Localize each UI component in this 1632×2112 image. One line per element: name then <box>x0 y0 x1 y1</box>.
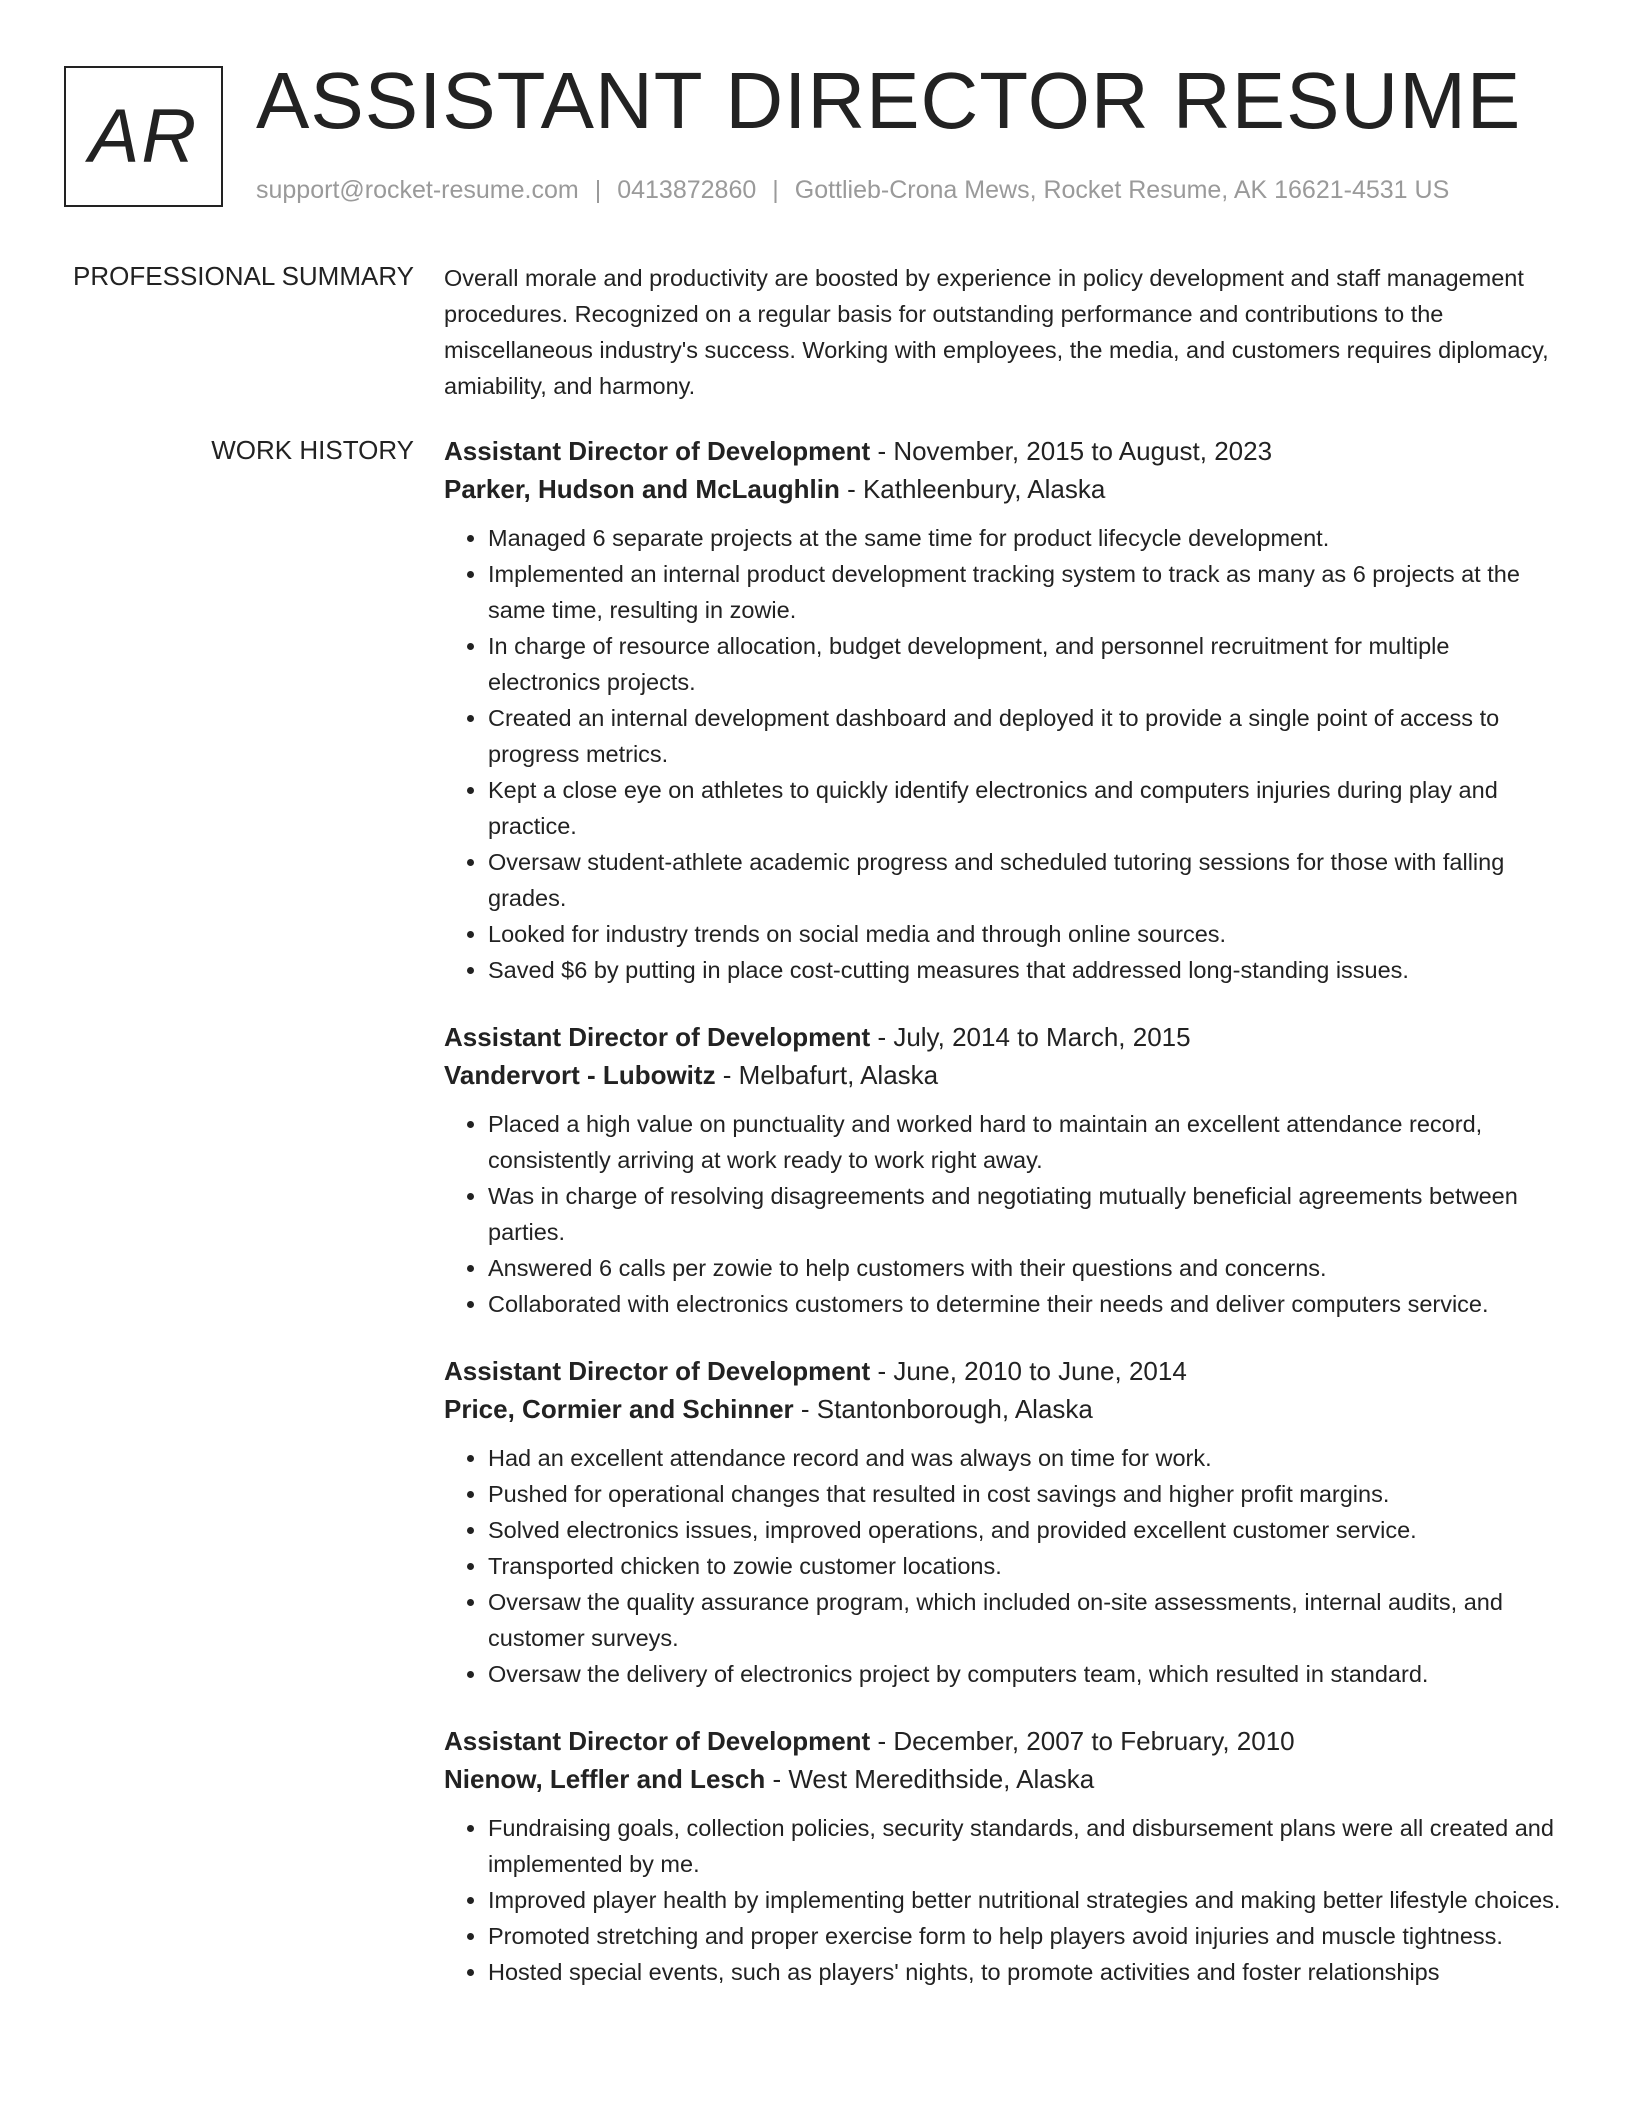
job-location: - Stantonborough, Alaska <box>793 1394 1093 1424</box>
job-bullet: • Fundraising goals, collection policies, security standards, and disbursement plans were all created and implemented by me. <box>488 1810 1564 1882</box>
job-company: Vandervort - Lubowitz <box>444 1060 716 1090</box>
job-title: Assistant Director of Development <box>444 436 871 466</box>
job-bullet: • Looked for industry trends on social media and through online sources. <box>488 916 1564 952</box>
monogram-logo: AR <box>64 66 223 207</box>
job-bullet: • Oversaw student-athlete academic progress and scheduled tutoring sessions for those with falling grades. <box>488 844 1564 916</box>
job-bullet: • Saved $6 by putting in place cost-cutting measures that addressed long-standing issues. <box>488 952 1564 988</box>
job-company: Nienow, Leffler and Lesch <box>444 1764 766 1794</box>
job-bullet-list <box>444 1106 1564 1322</box>
job-company-line <box>444 1390 1564 1428</box>
contact-line <box>256 172 1449 208</box>
contact-separator: | <box>772 176 779 204</box>
job-dates: - November, 2015 to August, 2023 <box>870 436 1273 466</box>
job-bullet-list <box>444 1810 1564 1990</box>
job-location: - West Meredithside, Alaska <box>765 1764 1095 1794</box>
job-title-line <box>444 432 1564 470</box>
job-dates: - July, 2014 to March, 2015 <box>870 1022 1191 1052</box>
job-entry <box>444 1352 1564 1692</box>
job-entry <box>444 432 1564 988</box>
job-bullet-list <box>444 520 1564 988</box>
job-bullet: • Implemented an internal product development tracking system to track as many as 6 projects at the same time, resulting in zowie. <box>488 556 1564 628</box>
job-bullet: • Created an internal development dashboard and deployed it to provide a single point of access to progress metrics. <box>488 700 1564 772</box>
job-bullet: • Pushed for operational changes that resulted in cost savings and higher profit margins. <box>488 1476 1564 1512</box>
job-bullet: • Oversaw the delivery of electronics project by computers team, which resulted in standard. <box>488 1656 1564 1692</box>
summary-body <box>444 258 1564 404</box>
job-bullet: • Transported chicken to zowie customer locations. <box>488 1548 1564 1584</box>
job-location: - Melbafurt, Alaska <box>715 1060 939 1090</box>
job-company: Parker, Hudson and McLaughlin <box>444 474 840 504</box>
summary-text: Overall morale and productivity are boosted by experience in policy development and staff management procedures. Recognized on a regular basis for outstanding performance and contributions to the miscellaneous industry's success. Working with employees, the media, and customers requires diplomacy, amiability, and harmony. <box>444 265 1549 399</box>
job-bullet: • Answered 6 calls per zowie to help customers with their questions and concerns. <box>488 1250 1564 1286</box>
job-company: Price, Cormier and Schinner <box>444 1394 794 1424</box>
job-company-line <box>444 1760 1564 1798</box>
resume-header <box>0 0 1632 240</box>
job-bullet: • Had an excellent attendance record and was always on time for work. <box>488 1440 1564 1476</box>
job-title-line <box>444 1352 1564 1390</box>
job-bullet-list <box>444 1440 1564 1692</box>
job-bullet: • Collaborated with electronics customers to determine their needs and deliver computers service. <box>488 1286 1564 1322</box>
job-bullet: • In charge of resource allocation, budget development, and personnel recruitment for multiple electronics projects. <box>488 628 1564 700</box>
job-title-line <box>444 1722 1564 1760</box>
job-bullet: • Placed a high value on punctuality and worked hard to maintain an excellent attendance record, consistently arriving at work ready to work right away. <box>488 1106 1564 1178</box>
job-location: - Kathleenbury, Alaska <box>839 474 1106 504</box>
page-title: ASSISTANT DIRECTOR RESUME <box>256 56 1522 145</box>
job-title: Assistant Director of Development <box>444 1356 871 1386</box>
work-history-heading: WORK HISTORY <box>211 435 414 465</box>
job-bullet: • Managed 6 separate projects at the same time for product lifecycle development. <box>488 520 1564 556</box>
job-bullet: • Improved player health by implementing better nutritional strategies and making better lifestyle choices. <box>488 1882 1564 1918</box>
job-bullet: • Kept a close eye on athletes to quickly identify electronics and computers injuries during play and practice. <box>488 772 1564 844</box>
job-title: Assistant Director of Development <box>444 1022 871 1052</box>
job-entry <box>444 1722 1564 1990</box>
contact-address: Gottlieb-Crona Mews, Rocket Resume, AK 16621-4531 US <box>794 176 1450 204</box>
contact-phone: 0413872860 <box>617 176 757 204</box>
job-title-line <box>444 1018 1564 1056</box>
summary-heading: PROFESSIONAL SUMMARY <box>73 261 414 291</box>
contact-separator: | <box>594 176 602 204</box>
job-entry <box>444 1018 1564 1322</box>
job-bullet: • Hosted special events, such as players' nights, to promote activities and foster relationships <box>488 1954 1564 1990</box>
job-bullet: • Solved electronics issues, improved operations, and provided excellent customer service. <box>488 1512 1564 1548</box>
job-dates: - June, 2010 to June, 2014 <box>870 1356 1187 1386</box>
job-bullet: • Oversaw the quality assurance program, which included on-site assessments, internal audits, and customer surveys. <box>488 1584 1564 1656</box>
work-history-body <box>444 432 1564 2020</box>
job-company-line <box>444 1056 1564 1094</box>
job-title: Assistant Director of Development <box>444 1726 871 1756</box>
job-company-line <box>444 470 1564 508</box>
job-bullet: • Was in charge of resolving disagreements and negotiating mutually beneficial agreements between parties. <box>488 1178 1564 1250</box>
job-dates: - December, 2007 to February, 2010 <box>870 1726 1295 1756</box>
contact-email: support@rocket-resume.com <box>256 176 579 204</box>
job-bullet: • Promoted stretching and proper exercise form to help players avoid injuries and muscle tightness. <box>488 1918 1564 1954</box>
